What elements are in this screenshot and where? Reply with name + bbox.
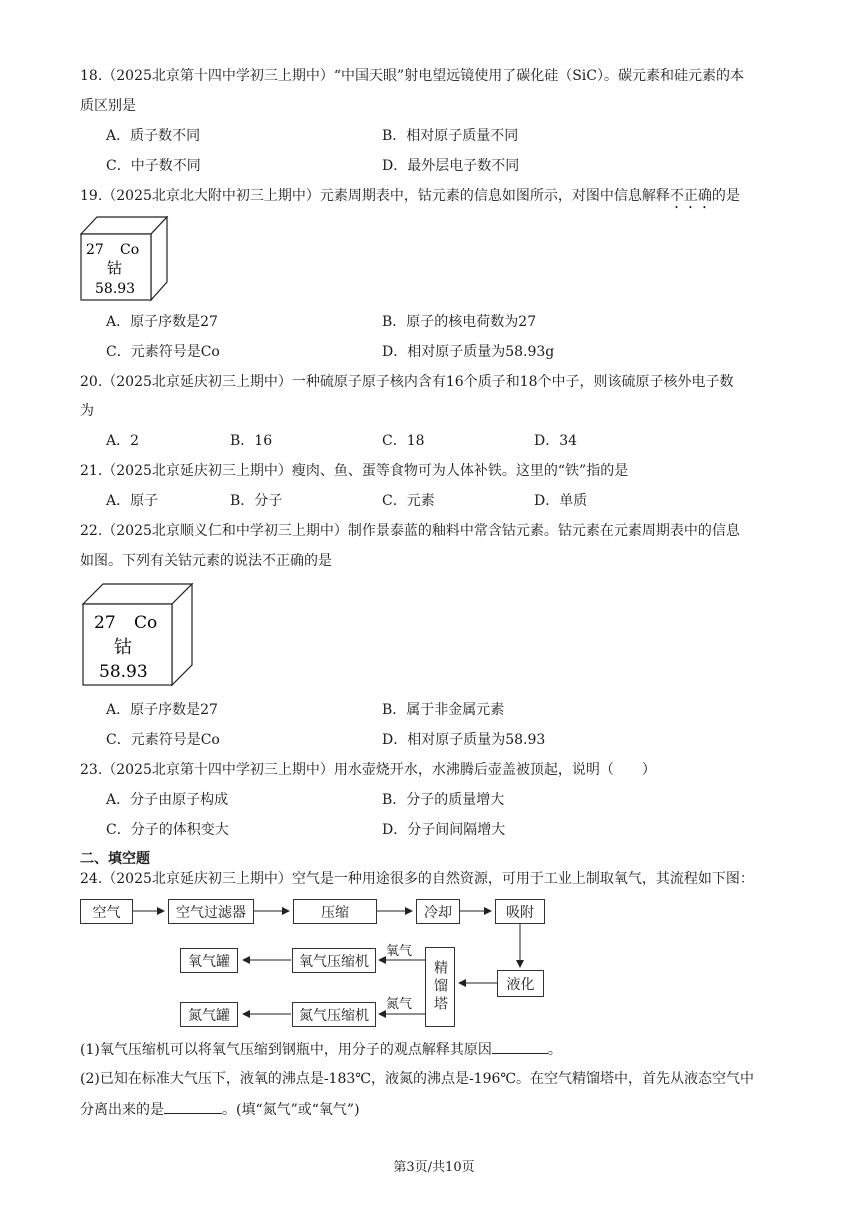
q24-part2-line1: (2)已知在标准大气压下，液氧的沸点是-183℃，液氮的沸点是-196℃。在空气精馏塔中，首先从液态空气中 (80, 1071, 755, 1087)
q22-element-name: 钴 (114, 637, 132, 658)
q22-option-a: A．原子序数是27 (106, 702, 218, 718)
flow-label-nitrogen: 氮气 (386, 997, 413, 1012)
q18-option-b: B．相对原子质量不同 (382, 128, 519, 144)
q24-part1-text: (1)氧气压缩机可以将氧气压缩到钢瓶中，用分子的观点解释其原因 (80, 1042, 492, 1058)
flow-compress: 压缩 (293, 899, 377, 924)
q19-emphasis: 不正确 (669, 188, 712, 204)
q21-option-b: B．分子 (230, 493, 283, 509)
q24-part1 (80, 1039, 562, 1060)
q19-stem (80, 186, 740, 212)
q24-part2-hint: 。(填“氮气”或“氧气”) (222, 1102, 360, 1118)
q24-part2-line2 (80, 1099, 360, 1120)
q24-part1-blank[interactable] (492, 1039, 548, 1054)
q19-element-symbol: Co (120, 242, 140, 258)
flow-oxygen-tank: 氧气罐 (180, 948, 238, 973)
q20-option-b: B．16 (230, 433, 273, 449)
q24-part1-end: 。 (547, 1042, 562, 1058)
q22-atomic-number: 27 (94, 613, 116, 633)
q21-stem: 21.（2025北京延庆初三上期中）瘦肉、鱼、蛋等食物可为人体补铁。这里的“铁”指的是 (80, 463, 629, 479)
q20-option-d: D．34 (534, 433, 578, 449)
q23-option-b: B．分子的质量增大 (382, 792, 505, 808)
q19-element-cube (80, 216, 170, 302)
flow-label-oxygen: 氧气 (386, 944, 413, 959)
q18-stem-line2: 质区别是 (80, 98, 136, 114)
q23-option-c: C．分子的体积变大 (106, 822, 229, 838)
q22-element-cube (82, 583, 194, 687)
q22-element-symbol: Co (134, 613, 158, 633)
q18-stem-line1: 18.（2025北京第十四中学初三上期中）“中国天眼”射电望远镜使用了碳化硅（SiC）。碳元素和硅元素的本 (80, 68, 744, 84)
q19-option-a: A．原子序数是27 (106, 314, 218, 330)
q20-stem-line1: 20.（2025北京延庆初三上期中）一种硫原子原子核内含有16个质子和18个中子，则该硫原子核外电子数 (80, 374, 734, 390)
flow-adsorb: 吸附 (495, 899, 545, 924)
flow-cool: 冷却 (416, 899, 460, 924)
q19-option-c: C．元素符号是Co (106, 344, 220, 360)
q22-option-b: B．属于非金属元素 (382, 702, 505, 718)
flow-liquefy: 液化 (497, 970, 544, 997)
flow-nitrogen-compressor: 氮气压缩机 (292, 1002, 376, 1027)
flow-nitrogen-tank: 氮气罐 (180, 1002, 238, 1027)
q20-option-a: A．2 (106, 433, 140, 449)
q22-option-c: C．元素符号是Co (106, 732, 220, 748)
flow-distillation-tower: 精馏塔 (425, 947, 455, 1027)
flow-oxygen-compressor: 氧气压缩机 (292, 948, 376, 973)
q23-option-d: D．分子间间隔增大 (382, 822, 506, 838)
q19-atomic-mass: 58.93 (95, 281, 136, 297)
q18-option-d: D．最外层电子数不同 (382, 158, 520, 174)
q21-option-a: A．原子 (106, 493, 159, 509)
q21-option-d: D．单质 (534, 493, 588, 509)
q24-stem: 24.（2025北京延庆初三上期中）空气是一种用途很多的自然资源，可用于工业上制取氧气，其流程如下图： (80, 871, 754, 887)
q24-part2-blank[interactable] (164, 1099, 222, 1114)
q20-stem-line2: 为 (80, 403, 94, 419)
q23-option-a: A．分子由原子构成 (106, 792, 229, 808)
section-heading-fill-in: 二、填空题 (80, 851, 150, 867)
q23-stem: 23.（2025北京第十四中学初三上期中）用水壶烧开水，水沸腾后壶盖被顶起，说明（ ） (80, 762, 656, 778)
q19-stem-tail: 的是 (711, 188, 740, 204)
q19-option-d: D．相对原子质量为58.93g (382, 344, 555, 360)
q18-option-c: C．中子数不同 (106, 158, 201, 174)
q22-option-d: D．相对原子质量为58.93 (382, 732, 546, 748)
q19-atomic-number: 27 (86, 242, 104, 258)
q19-stem-text: 19.（2025北京北大附中初三上期中）元素周期表中，钴元素的信息如图所示，对图中信息解释 (80, 188, 670, 204)
flow-air-filter: 空气过滤器 (168, 899, 254, 924)
q22-stem-line1: 22.（2025北京顺义仁和中学初三上期中）制作景泰蓝的釉料中常含钴元素。钴元素在元素周期表中的信息 (80, 523, 740, 539)
page-footer: 第3页/共10页 (393, 1160, 475, 1175)
q18-option-a: A．质子数不同 (106, 128, 201, 144)
q19-element-name: 钴 (107, 259, 123, 277)
q22-stem-line2: 如图。下列有关钴元素的说法不正确的是 (80, 553, 332, 569)
q20-option-c: C．18 (382, 433, 425, 449)
q21-option-c: C．元素 (382, 493, 435, 509)
q22-atomic-mass: 58.93 (99, 662, 148, 682)
q24-part2-text: 分离出来的是 (80, 1102, 164, 1118)
q19-option-b: B．原子的核电荷数为27 (382, 314, 537, 330)
flow-air: 空气 (80, 899, 133, 924)
